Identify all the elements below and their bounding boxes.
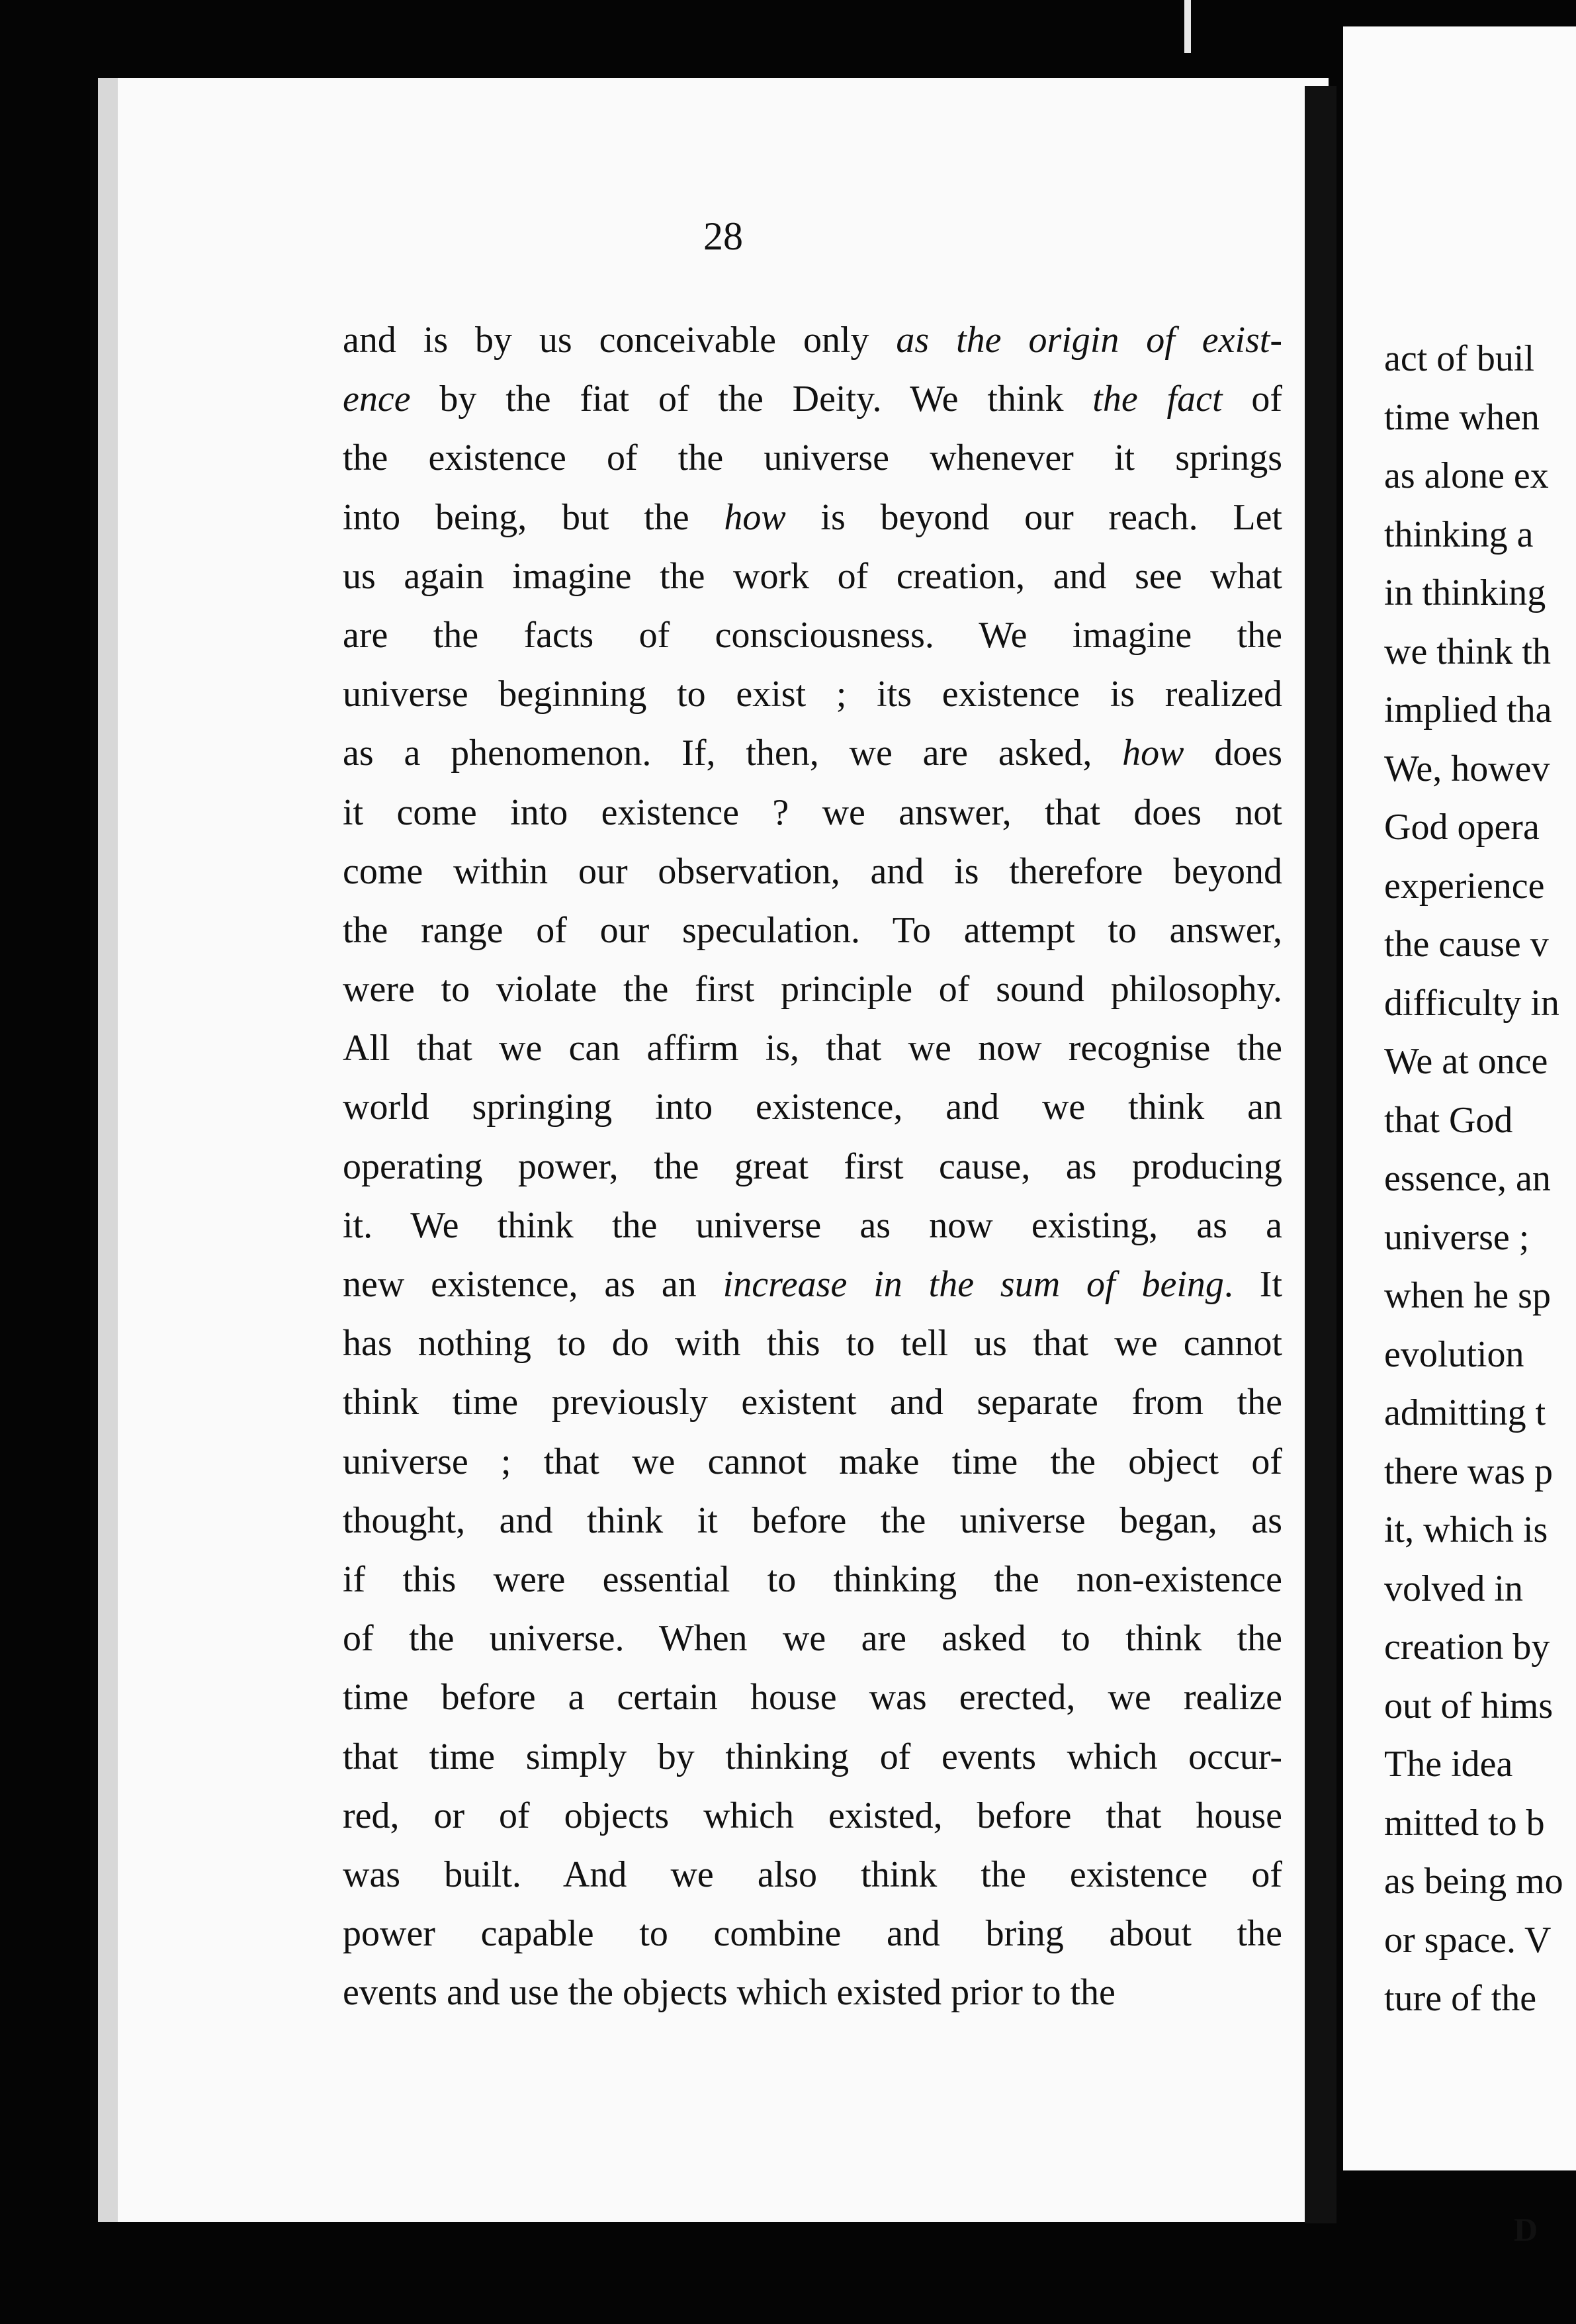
text-line: essence, an: [1384, 1158, 1551, 1199]
right-page-body: [1384, 330, 1576, 2028]
text-line: experience: [1384, 865, 1545, 907]
text-line: volved in: [1384, 1568, 1523, 1609]
text-line: thinking a: [1384, 514, 1534, 555]
right-page: [1343, 26, 1576, 2170]
text-line: the existence of the universe whenever it springs: [343, 437, 1282, 479]
text-line: as alone ex: [1384, 455, 1549, 496]
text-line: were to violate the first principle of sound philosophy.: [343, 969, 1282, 1010]
text-line: that time simply by thinking of events which occur-: [343, 1736, 1282, 1777]
text-line: The idea: [1384, 1744, 1513, 1785]
text-line: universe beginning to exist ; its existence is realized: [343, 674, 1282, 715]
text-line: ture of the: [1384, 1978, 1537, 2019]
text-line: operating power, the great first cause, as producing: [343, 1145, 1282, 1187]
text-line: universe ; that we cannot make time the object of: [343, 1441, 1282, 1482]
text-line: out of hims: [1384, 1685, 1554, 1726]
text-line: the range of our speculation. To attempt to answer,: [343, 909, 1282, 951]
text-line: if this were essential to thinking the non-existence: [343, 1558, 1282, 1600]
signature-mark: D: [1514, 2211, 1538, 2248]
text-line: red, or of objects which existed, before that house: [343, 1795, 1282, 1836]
left-page: [98, 78, 1329, 2222]
text-line: think time previously existent and separate from the: [343, 1382, 1282, 1423]
text-line: come within our observation, and is therefore beyond: [343, 850, 1282, 892]
text-line: God opera: [1384, 807, 1540, 848]
text-line: and is by us conceivable only as the origin of exist-: [343, 320, 1283, 361]
text-line: us again imagine the work of creation, and see what: [343, 555, 1282, 597]
text-line: We, howev: [1384, 748, 1550, 789]
text-line: power capable to combine and bring about the: [343, 1913, 1282, 1955]
text-line: new existence, as an increase in the sum of being. It: [343, 1264, 1282, 1305]
text-line: are the facts of consciousness. We imagine the: [343, 614, 1282, 656]
text-line: ence by the fiat of the Deity. We think the fact of: [343, 379, 1282, 420]
text-line: time when: [1384, 396, 1540, 438]
text-line: was built. And we also think the existence of: [343, 1854, 1282, 1895]
text-line: or space. V: [1384, 1919, 1552, 1961]
text-line: when he sp: [1384, 1275, 1551, 1316]
text-line: there was p: [1384, 1451, 1554, 1492]
text-line: the cause v: [1384, 924, 1549, 965]
left-page-body: [343, 311, 1282, 2022]
text-line: All that we can affirm is, that we now recognise the: [343, 1028, 1282, 1069]
text-line: it, which is: [1384, 1509, 1548, 1550]
text-line: time before a certain house was erected, we realize: [343, 1677, 1282, 1719]
text-line: implied tha: [1384, 690, 1552, 731]
text-line: it come into existence ? we answer, that does not: [343, 791, 1282, 833]
text-line: universe ;: [1384, 1216, 1530, 1258]
book-gutter: [1305, 86, 1336, 2223]
text-line: mitted to b: [1384, 1802, 1545, 1844]
text-line: that God: [1384, 1099, 1513, 1141]
text-line: act of buil: [1384, 338, 1535, 379]
text-line: we think th: [1384, 631, 1551, 672]
text-line: it. We think the universe as now existing, as a: [343, 1204, 1282, 1246]
text-line: of the universe. When we are asked to think the: [343, 1618, 1282, 1660]
text-line: into being, but the how is beyond our reach. Let: [343, 496, 1282, 538]
text-line: thought, and think it before the universe began, as: [343, 1499, 1282, 1541]
text-line: in thinking: [1384, 572, 1546, 613]
text-line: evolution: [1384, 1333, 1524, 1375]
page-number: 28: [703, 214, 743, 258]
text-line: creation by: [1384, 1627, 1550, 1668]
text-line: as being mo: [1384, 1861, 1563, 1902]
text-line: difficulty in: [1384, 982, 1559, 1024]
text-line: We at once: [1384, 1041, 1548, 1082]
scan-edge-mark: [1184, 0, 1191, 53]
text-line: has nothing to do with this to tell us that we cannot: [343, 1323, 1282, 1364]
text-line: events and use the objects which existed prior to the: [343, 1972, 1116, 2014]
text-line: admitting t: [1384, 1392, 1546, 1433]
text-line: world springing into existence, and we think an: [343, 1087, 1282, 1128]
text-line: as a phenomenon. If, then, we are asked, how does: [343, 733, 1282, 774]
